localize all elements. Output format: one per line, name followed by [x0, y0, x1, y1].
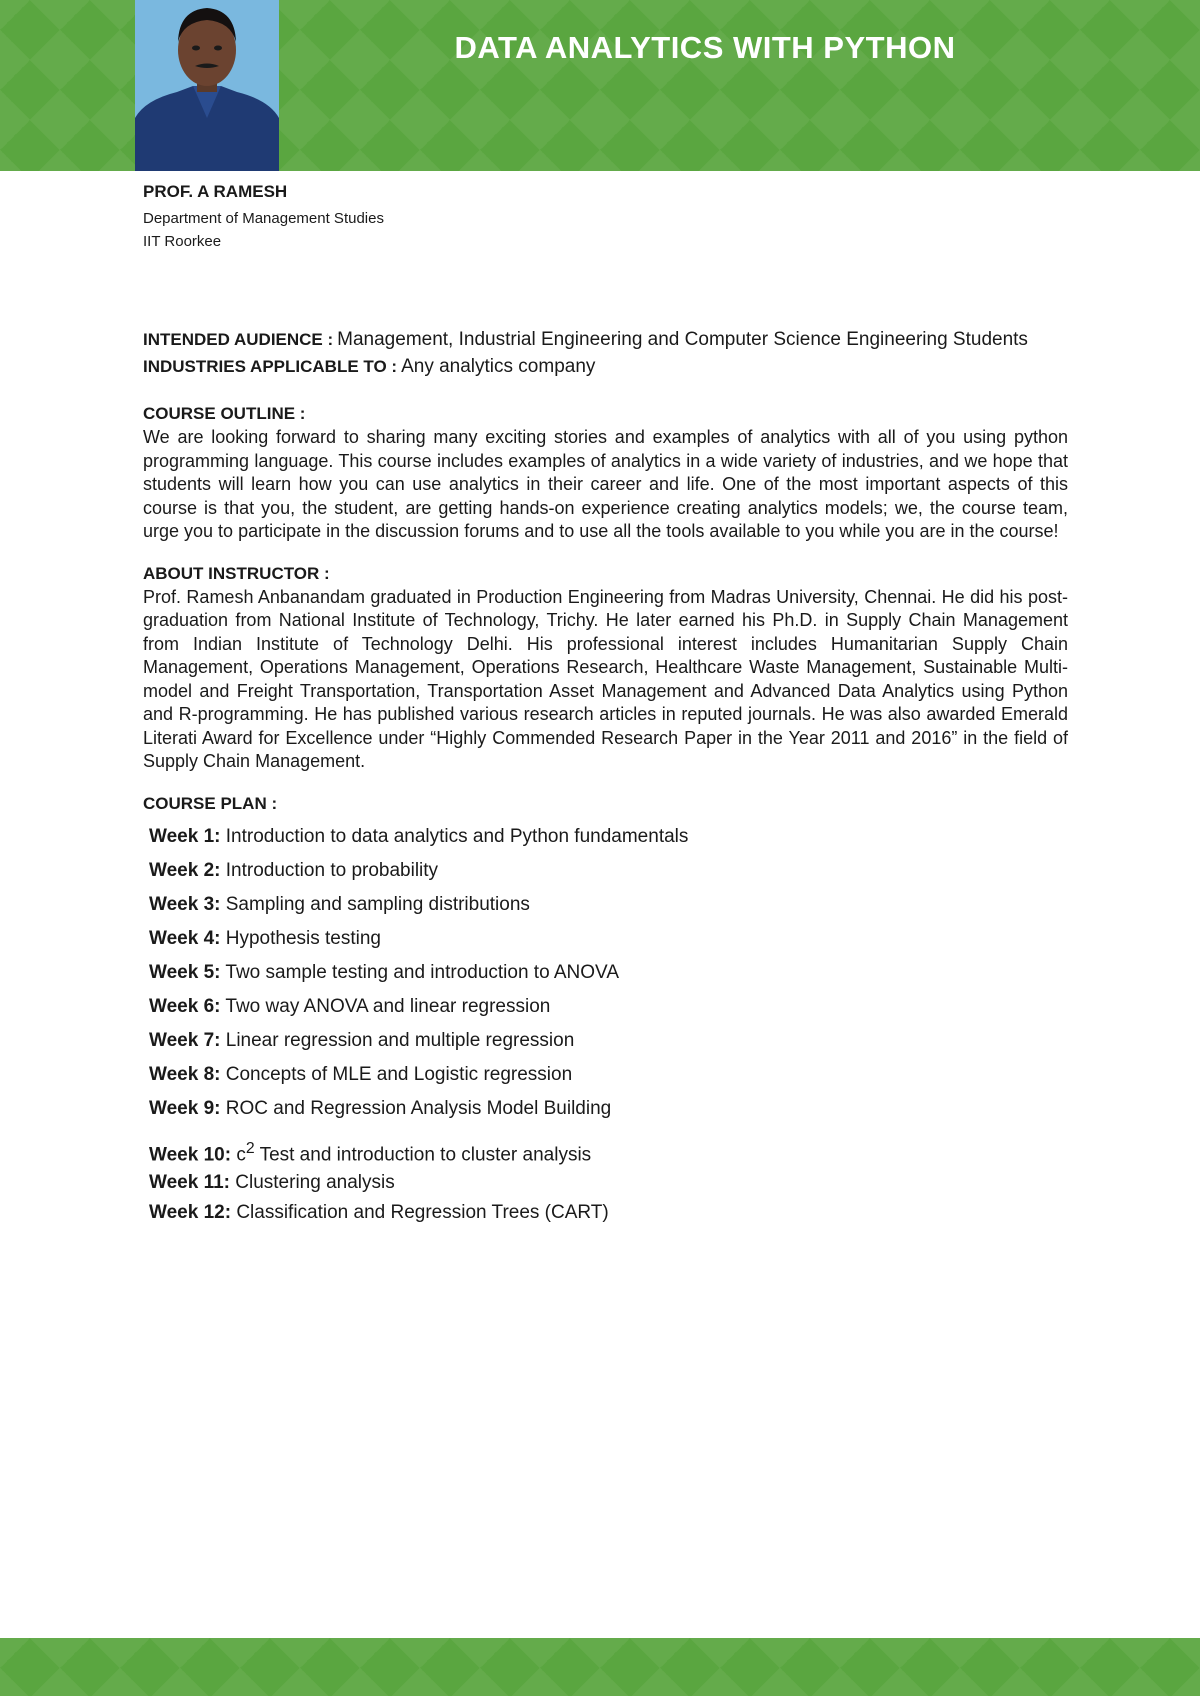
instructor-photo — [135, 0, 279, 171]
plan-item — [149, 956, 1068, 990]
week-topic: Two sample testing and introduction to ANOVA — [225, 961, 619, 983]
week-label: Week 11: — [149, 1171, 230, 1193]
week-label: Week 2: — [149, 859, 221, 881]
chi-superscript: 2 — [245, 1139, 255, 1157]
intended-audience-value: Management, Industrial Engineering and Computer Science Engineering Students — [337, 329, 1028, 350]
header-banner — [0, 0, 1200, 171]
industries-row — [143, 353, 1068, 380]
plan-item — [149, 888, 1068, 922]
plan-item — [149, 1092, 1068, 1126]
instructor-portrait-image — [135, 0, 279, 171]
week-topic: Concepts of MLE and Logistic regression — [225, 1063, 573, 1085]
instructor-name: PROF. A RAMESH — [143, 182, 288, 201]
chi-symbol: c — [236, 1143, 246, 1165]
week-topic: Introduction to probability — [225, 859, 439, 881]
week-topic: Linear regression and multiple regression — [225, 1029, 575, 1051]
week-topic: Hypothesis testing — [225, 927, 381, 949]
week-topic: ROC and Regression Analysis Model Building — [225, 1097, 612, 1119]
week-topic: Sampling and sampling distributions — [225, 893, 530, 915]
week-topic: Clustering analysis — [235, 1171, 395, 1193]
about-instructor-text: Prof. Ramesh Anbanandam graduated in Production Engineering from Madras University, Chennai. He did his post-graduation from National Institute of Technology, Trichy. He later earned his Ph.D. in Supply Chain Management from Indian Institute of Technology Delhi. His professional interest includes Humanitarian Supply Chain Management, Operations Management, Operations Research, Healthcare Waste Management, Sustainable Multi-model and Freight Transportation, Transportation Asset Management and Advanced Data Analytics using Python and R-programming. He has published various research articles in reputed journals. He was also awarded Emerald Literati Award for Excellence under “Highly Commended Research Paper in the Year 2011 and 2016” in the field of Supply Chain Management. — [143, 586, 1068, 771]
plan-item — [149, 1134, 1068, 1170]
course-plan-list — [149, 820, 1068, 1230]
week-label: Week 12: — [149, 1201, 232, 1223]
week-label: Week 10: — [149, 1143, 232, 1165]
week-label: Week 9: — [149, 1097, 221, 1119]
week-label: Week 1: — [149, 825, 221, 847]
intended-audience-label: INTENDED AUDIENCE : — [143, 330, 334, 349]
week-label: Week 8: — [149, 1063, 221, 1085]
plan-item — [149, 820, 1068, 854]
course-outline-text: We are looking forward to sharing many exciting stories and examples of analytics with all of you using python programming language. This course includes examples of analytics in a wide variety of industries, and we hope that students will learn how you can use analytics in their career and life. One of the most important aspects of this course is that you, the student, are getting hands-on experience creating analytics models; we, the course team, urge you to participate in the discussion forums and to use all the tools available to you while you are in the course! — [143, 427, 1068, 541]
plan-item — [149, 1196, 1068, 1230]
course-outline-heading: COURSE OUTLINE : — [143, 404, 306, 423]
week-label: Week 5: — [149, 961, 221, 983]
plan-item — [149, 1058, 1068, 1092]
week-label: Week 6: — [149, 995, 221, 1017]
course-details — [143, 326, 1068, 1230]
intended-audience-row — [143, 326, 1068, 353]
week-topic: Two way ANOVA and linear regression — [225, 995, 551, 1017]
week-topic: Test and introduction to cluster analysis — [259, 1143, 592, 1165]
footer-banner — [0, 1638, 1200, 1696]
about-instructor-heading: ABOUT INSTRUCTOR : — [143, 563, 330, 583]
plan-item — [149, 1024, 1068, 1058]
industries-label: INDUSTRIES APPLICABLE TO : — [143, 357, 398, 376]
plan-item — [149, 854, 1068, 888]
instructor-institute: IIT Roorkee — [143, 233, 222, 250]
plan-item — [149, 1170, 1068, 1196]
plan-item — [149, 990, 1068, 1024]
week-label: Week 7: — [149, 1029, 221, 1051]
week-topic: Introduction to data analytics and Python fundamentals — [225, 825, 689, 847]
instructor-info — [143, 182, 384, 256]
course-plan-heading: COURSE PLAN : — [143, 793, 278, 813]
industries-value: Any analytics company — [401, 356, 596, 377]
course-title: DATA ANALYTICS WITH PYTHON — [454, 30, 956, 65]
week-topic: Classification and Regression Trees (CART) — [236, 1201, 609, 1223]
week-label: Week 3: — [149, 893, 221, 915]
instructor-department: Department of Management Studies — [143, 210, 384, 227]
week-label: Week 4: — [149, 927, 221, 949]
plan-item — [149, 922, 1068, 956]
